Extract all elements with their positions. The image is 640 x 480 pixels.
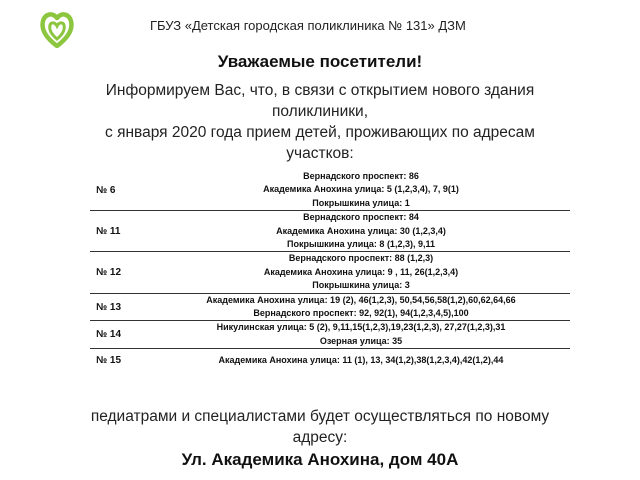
address-line: Академика Анохина улица: 19 (2), 46(1,2,3), 50,54,56,58(1,2),60,62,64,66 [206,294,516,305]
district-row [90,349,570,372]
district-addresses [152,321,570,349]
address-line: Вернадского проспект: 92, 92(1), 94(1,2,3,4,5),100 [253,308,469,319]
address-line: Вернадского проспект: 86 [303,171,419,181]
intro-line: с января 2020 года прием детей, проживающих по адресам [105,124,535,141]
district-number: № 11 [90,211,152,252]
address-line: Академика Анохина улица: 9 , 11, 26(1,2,3,4) [263,266,459,277]
district-number: № 13 [90,293,152,321]
district-addresses [152,211,570,252]
address-line: Вернадского проспект: 88 (1,2,3) [288,253,434,264]
address-line: Озерная улица: 35 [319,335,403,346]
intro-line: поликлиники, [272,103,368,120]
district-row [90,211,570,252]
district-row [90,321,570,349]
district-row [90,293,570,321]
district-addresses [152,293,570,321]
district-number: № 6 [90,170,152,211]
address-line: Академика Анохина улица: 30 (1,2,3,4) [276,225,446,236]
district-table [90,170,570,371]
new-address: Ул. Академика Анохина, дом 40А [181,450,459,469]
heart-leaf-logo-icon [40,10,74,48]
district-addresses [152,349,570,372]
outro-line: педиатрами и специалистами будет осуществляться по новому [90,408,550,425]
district-row [90,252,570,293]
intro-line: Информируем Вас, что, в связи с открытием нового здания [105,82,535,99]
district-number: № 15 [96,354,122,366]
address-line: Академика Анохина улица: 5 (1,2,3,4), 7, 9(1) [263,184,459,195]
notice-heading: Уважаемые посетители! [217,52,423,71]
district-number: № 14 [90,321,152,349]
outro-text [60,406,580,448]
outro-line: адресу: [292,429,348,446]
address-line: Вернадского проспект: 84 [303,212,419,223]
intro-line: участков: [286,145,354,162]
district-addresses [152,170,570,211]
district-number: № 12 [90,252,152,293]
address-line: Покрышкина улица: 8 (1,2,3), 9,11 [287,239,435,250]
address-line: Никулинская улица: 5 (2), 9,11,15(1,2,3),19,23(1,2,3), 27,27(1,2,3),31 [216,322,506,333]
organization-name: ГБУЗ «Детская городская поликлиника № 131» ДЗМ [150,18,466,33]
address-line: Академика Анохина улица: 11 (1), 13, 34(1,2),38(1,2,3,4),42(1,2),44 [218,354,504,365]
address-line: Покрышкина улица: 3 [312,280,410,291]
intro-text [60,80,580,164]
address-line: Покрышкина улица: 1 [312,197,410,208]
district-row [90,170,570,211]
district-addresses [152,252,570,293]
